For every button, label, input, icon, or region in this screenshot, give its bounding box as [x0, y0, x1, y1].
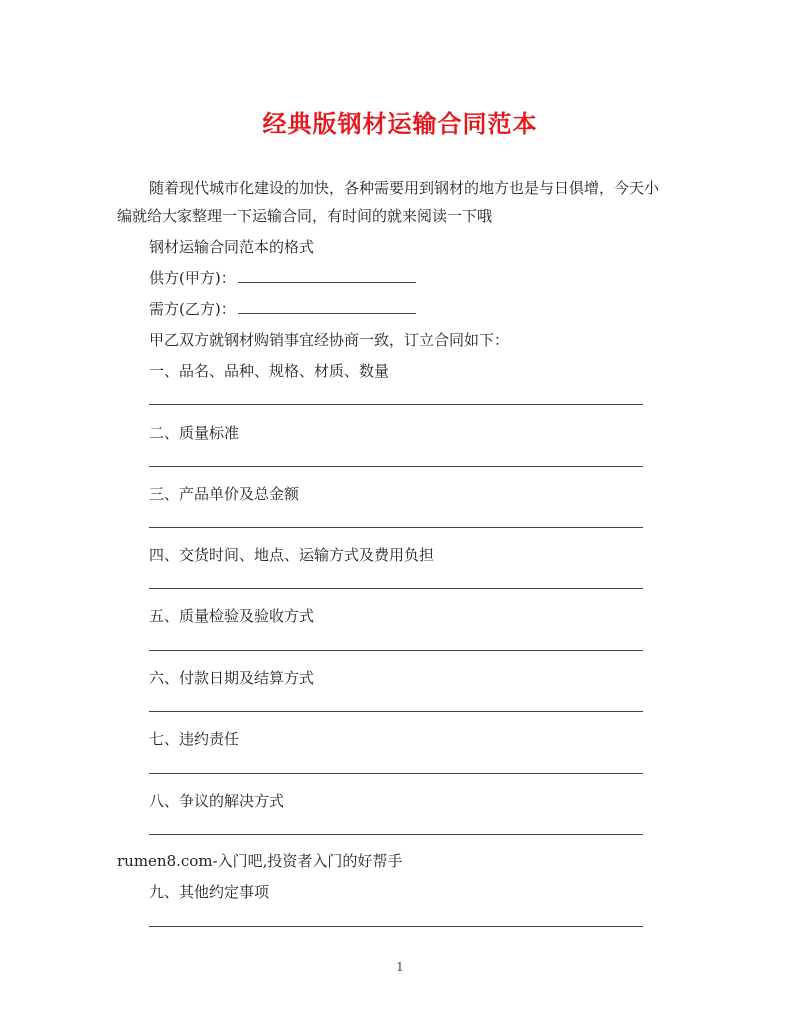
- supplier-line: [149, 268, 416, 288]
- fill-in-line: [149, 650, 643, 651]
- format-heading: 钢材运输合同范本的格式: [149, 238, 315, 256]
- supplier-label: 供方(甲方)：: [149, 269, 236, 287]
- site-watermark-note: rumen8.com-入门吧,投资者入门的好帮手: [117, 852, 403, 870]
- intro-line-1: 随着现代城市化建设的加快，各种需要用到钢材的地方也是与日俱增，今天小: [149, 179, 660, 197]
- section-heading: 七、违约责任: [149, 730, 240, 748]
- section-heading: 五、质量检验及验收方式: [149, 607, 315, 625]
- intro-line-2: 编就给大家整理一下运输合同，有时间的就来阅读一下哦: [117, 207, 493, 225]
- section-heading: 四、交货时间、地点、运输方式及费用负担: [149, 546, 435, 564]
- section-heading: 二、质量标准: [149, 424, 240, 442]
- supplier-blank: [238, 268, 416, 283]
- section-heading: 三、产品单价及总金额: [149, 485, 300, 503]
- page-number: 1: [396, 960, 404, 974]
- fill-in-line: [149, 926, 643, 927]
- buyer-blank: [238, 299, 416, 314]
- section-heading: 一、品名、品种、规格、材质、数量: [149, 362, 390, 380]
- fill-in-line: [149, 527, 643, 528]
- agreement-line: 甲乙双方就钢材购销事宜经协商一致，订立合同如下：: [149, 331, 510, 349]
- buyer-line: [149, 299, 416, 319]
- section-heading: 九、其他约定事项: [149, 883, 270, 901]
- fill-in-line: [149, 404, 643, 405]
- buyer-label: 需方(乙方)：: [149, 300, 236, 318]
- fill-in-line: [149, 466, 643, 467]
- fill-in-line: [149, 711, 643, 712]
- document-title: 经典版钢材运输合同范本: [262, 109, 538, 138]
- section-heading: 八、争议的解决方式: [149, 792, 285, 810]
- fill-in-line: [149, 588, 643, 589]
- section-heading: 六、付款日期及结算方式: [149, 669, 315, 687]
- fill-in-line: [149, 834, 643, 835]
- fill-in-line: [149, 773, 643, 774]
